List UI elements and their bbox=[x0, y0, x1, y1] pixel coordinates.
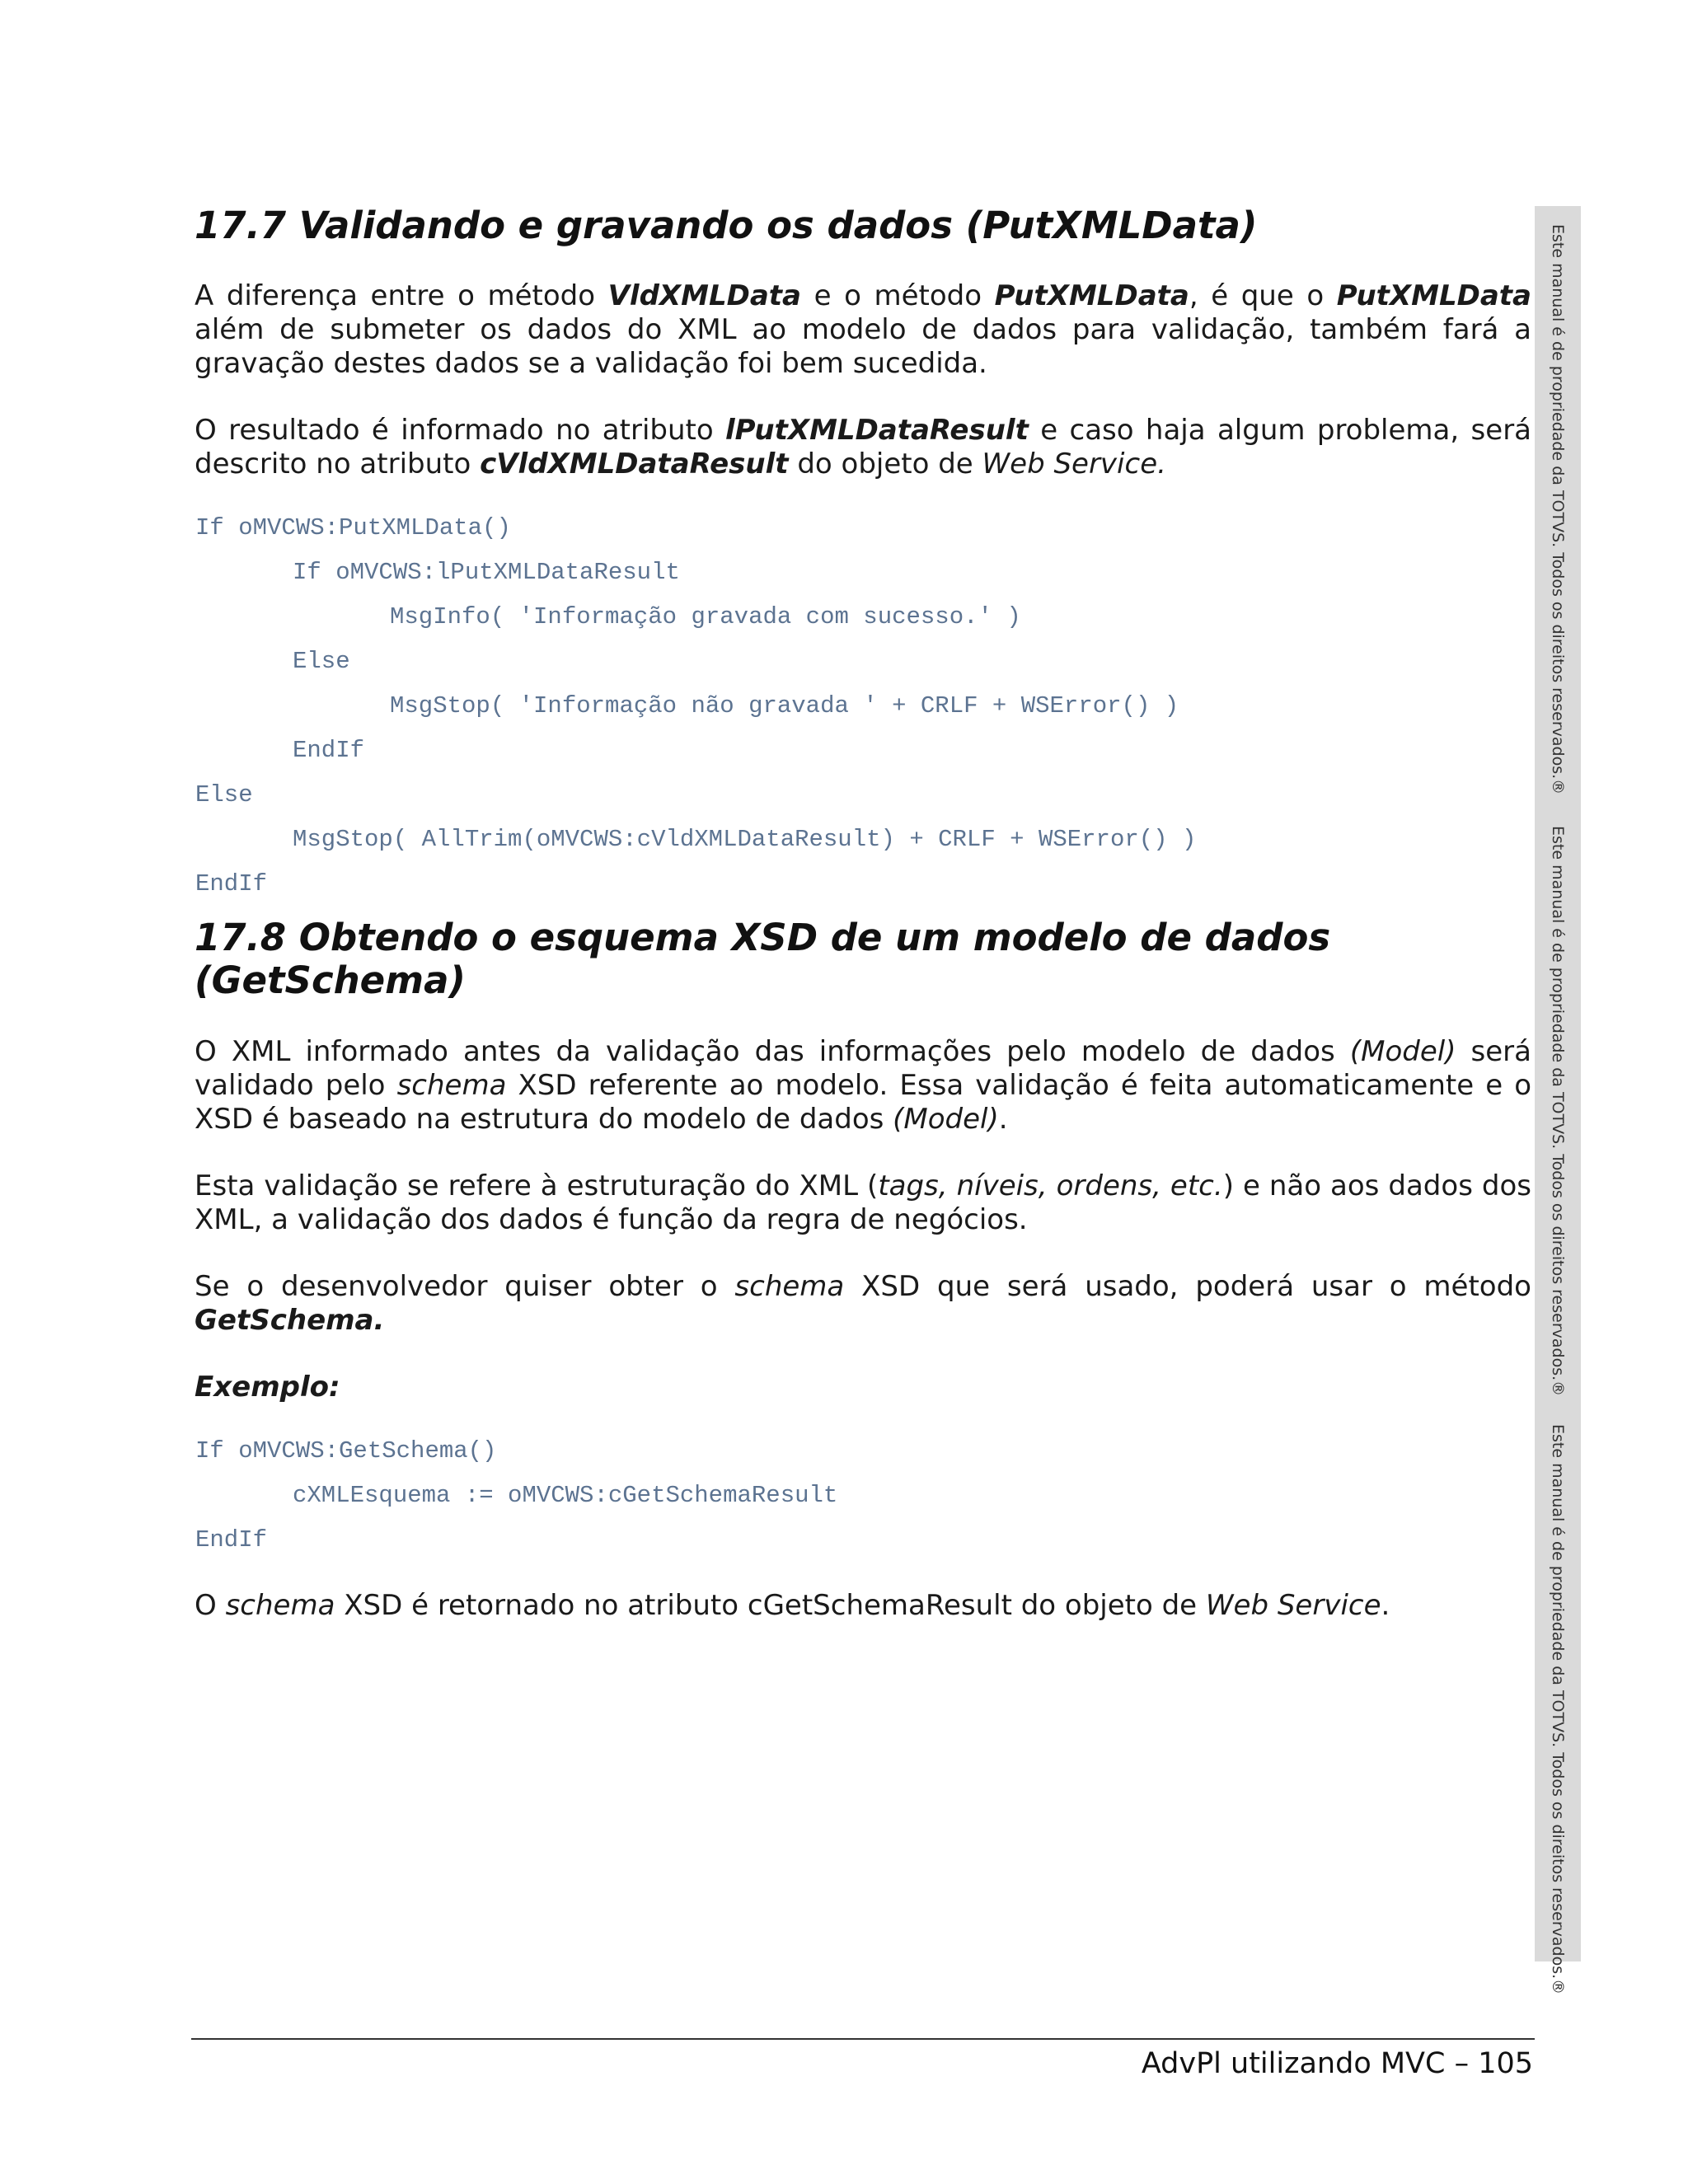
example-label: Exemplo: bbox=[195, 1371, 340, 1404]
paragraph-vldxmldata-difference: A diferença entre o método VldXMLData e o método PutXMLData, é que o PutXMLData além de submeter os dados do XML ao modelo de dados para validação, também fará a gravação destes dados se a validação foi bem sucedida. bbox=[195, 279, 1531, 380]
section-heading-17-7: 17.7 Validando e gravando os dados (PutXMLData) bbox=[195, 204, 1258, 247]
code-line: EndIf bbox=[195, 1526, 268, 1554]
code-line: MsgStop( 'Informação não gravada ' + CRLF + WSError() ) bbox=[390, 692, 1179, 719]
code-line: If oMVCWS:PutXMLData() bbox=[195, 514, 511, 541]
code-line: cXMLEsquema := oMVCWS:cGetSchemaResult bbox=[293, 1482, 838, 1509]
page-footer: AdvPl utilizando MVC – 105 bbox=[1141, 2047, 1533, 2080]
footer-divider bbox=[191, 2038, 1535, 2040]
code-line: Else bbox=[195, 781, 253, 808]
code-line: If oMVCWS:GetSchema() bbox=[195, 1437, 497, 1465]
code-line: MsgInfo( 'Informação gravada com sucesso.' ) bbox=[390, 603, 1021, 630]
paragraph-structure-validation: Esta validação se refere à estruturação do XML (tags, níveis, ordens, etc.) e não aos dados dos XML, a validação dos dados é função da regra de negócios. bbox=[195, 1169, 1531, 1236]
paragraph-xml-validation-schema: O XML informado antes da validação das informações pelo modelo de dados (Model) será validado pelo schema XSD referente ao modelo. Essa validação é feita automaticamente e o XSD é baseado na estrutura do modelo de dados (Model). bbox=[195, 1035, 1532, 1136]
code-line: Else bbox=[293, 648, 350, 675]
code-line: EndIf bbox=[293, 737, 365, 764]
section-heading-17-8: 17.8 Obtendo o esquema XSD de um modelo de dados (GetSchema) bbox=[195, 916, 1331, 1002]
code-line: EndIf bbox=[195, 870, 268, 898]
paragraph-getschema-method: Se o desenvolvedor quiser obter o schema XSD que será usado, poderá usar o método GetSchema. bbox=[195, 1270, 1531, 1337]
code-line: MsgStop( AllTrim(oMVCWS:cVldXMLDataResult) + CRLF + WSError() ) bbox=[293, 826, 1197, 853]
paragraph-result-attribute: O resultado é informado no atributo lPutXMLDataResult e caso haja algum problema, será descrito no atributo cVldXMLDataResult do objeto de Web Service. bbox=[195, 414, 1532, 480]
copyright-sidebar: Este manual é de propriedade da TOTVS. Todos os direitos reservados.® Este manual é de propriedade da TOTVS. Todos os direitos reservados.® Este manual é de propriedade da TOTVS. Todos os direitos reservados.® bbox=[1535, 206, 1581, 1961]
code-line: If oMVCWS:lPutXMLDataResult bbox=[293, 559, 680, 586]
paragraph-schema-returned: O schema XSD é retornado no atributo cGetSchemaResult do objeto de Web Service. bbox=[195, 1589, 1390, 1622]
